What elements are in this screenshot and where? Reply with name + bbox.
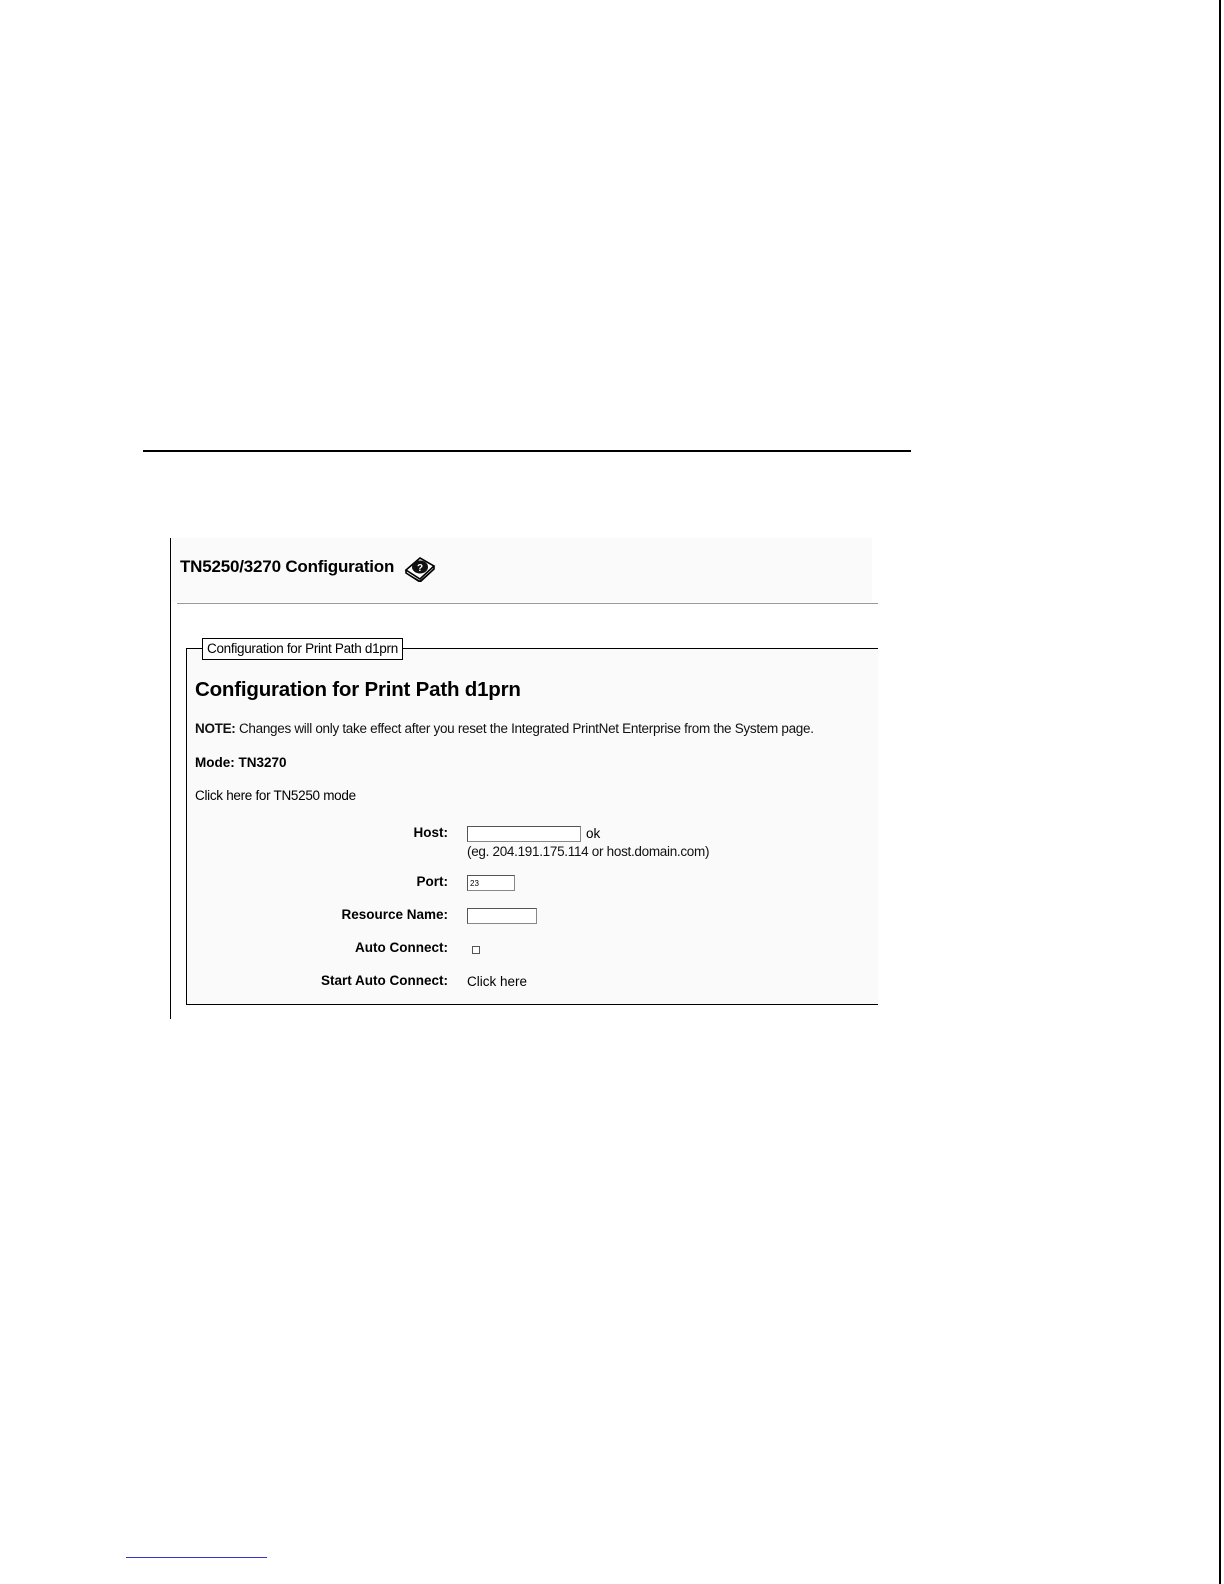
start-auto-connect-label: Start Auto Connect: [321,973,448,988]
host-hint: (eg. 204.191.175.114 or host.domain.com) [467,844,710,859]
resource-name-label: Resource Name: [341,907,448,922]
port-input[interactable] [467,875,515,891]
page-title: TN5250/3270 Configuration [180,557,395,576]
note-label: NOTE: [195,721,236,736]
panel-left-border [170,538,171,1019]
section-divider [143,450,911,452]
auto-connect-label: Auto Connect: [355,940,448,955]
resource-name-input[interactable] [467,908,537,924]
port-label: Port: [416,874,448,889]
start-auto-connect-link[interactable]: Click here [467,974,528,989]
book-help-icon[interactable] [404,554,436,582]
switch-mode-link[interactable]: Click here for TN5250 mode [195,788,356,803]
print-path-fieldset [186,641,878,1005]
mode-indicator: Mode: TN3270 [195,755,287,770]
fieldset-left-border [186,648,187,1005]
note-text [195,721,814,736]
host-label: Host: [413,825,448,840]
section-title: Configuration for Print Path d1prn [195,678,521,701]
page-edge-rule [1219,0,1221,1584]
screenshot-panel [170,538,880,1020]
page-header [172,538,872,602]
header-divider [177,603,878,604]
note-body: Changes will only take effect after you reset the Integrated PrintNet Enterprise from the System page. [235,721,814,736]
svg-text:?: ? [416,563,424,574]
host-ok-text: ok [586,826,601,841]
auto-connect-checkbox[interactable] [472,946,480,954]
host-input[interactable] [467,826,581,842]
footnote-link-underline [126,1557,267,1558]
fieldset-bottom-border [186,1004,878,1005]
fieldset-legend: Configuration for Print Path d1prn [202,638,403,660]
